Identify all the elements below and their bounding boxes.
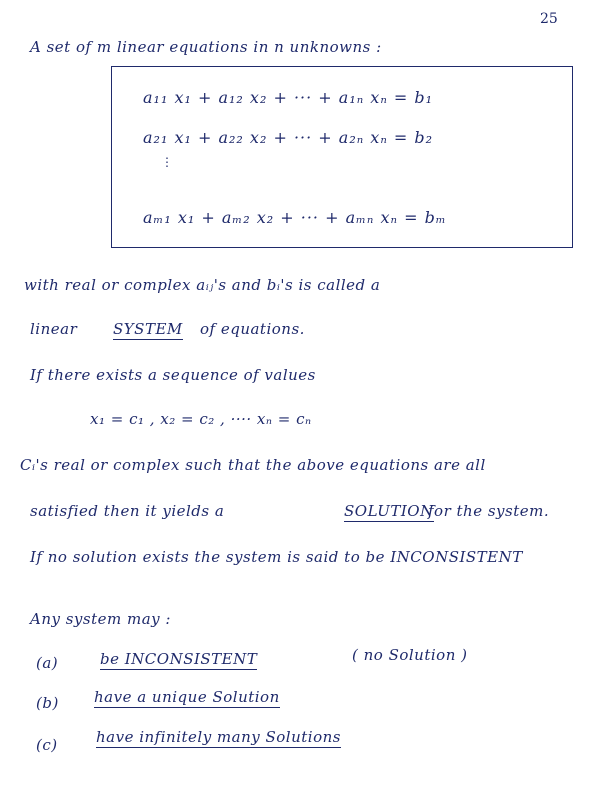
system-term: SYSTEM — [113, 320, 183, 338]
text-line-1: with real or complex aᵢⱼ's and bᵢ's is called a — [24, 276, 381, 294]
case-b-label: (b) — [36, 694, 59, 712]
equation-row-m: aₘ₁ x₁ + aₘ₂ x₂ + ··· + aₘₙ xₙ = bₘ — [143, 208, 447, 227]
case-c-label: (c) — [36, 736, 58, 754]
equation-row-2: a₂₁ x₁ + a₂₂ x₂ + ··· + a₂ₙ xₙ = b₂ — [143, 128, 434, 147]
case-a-label: (a) — [36, 654, 59, 672]
case-b-text: have a unique Solution — [94, 688, 280, 706]
case-a-text: be INCONSISTENT — [100, 650, 258, 668]
text-line-2-start: linear — [30, 320, 78, 338]
text-line-5: Cᵢ's real or complex such that the above equations are all — [20, 456, 486, 474]
text-line-6-end: for the system. — [428, 502, 550, 520]
text-line-8: Any system may : — [30, 610, 171, 628]
case-c-text: have infinitely many Solutions — [96, 728, 341, 746]
text-line-2-end: of equations. — [200, 320, 305, 338]
intro-text: A set of m linear equations in n unknowns : — [30, 38, 382, 56]
vertical-ellipsis: ⋮ — [161, 155, 173, 169]
text-line-6-start: satisfied then it yields a — [30, 502, 225, 520]
solution-term: SOLUTION — [344, 502, 434, 520]
equation-row-1: a₁₁ x₁ + a₁₂ x₂ + ··· + a₁ₙ xₙ = b₁ — [143, 88, 434, 107]
page-number: 25 — [540, 11, 558, 27]
case-a-note: ( no Solution ) — [352, 646, 468, 664]
values-sequence: x₁ = c₁ , x₂ = c₂ , ···· xₙ = cₙ — [90, 410, 312, 428]
text-line-3: If there exists a sequence of values — [30, 366, 316, 384]
text-line-7: If no solution exists the system is said to be INCONSISTENT — [30, 548, 523, 566]
